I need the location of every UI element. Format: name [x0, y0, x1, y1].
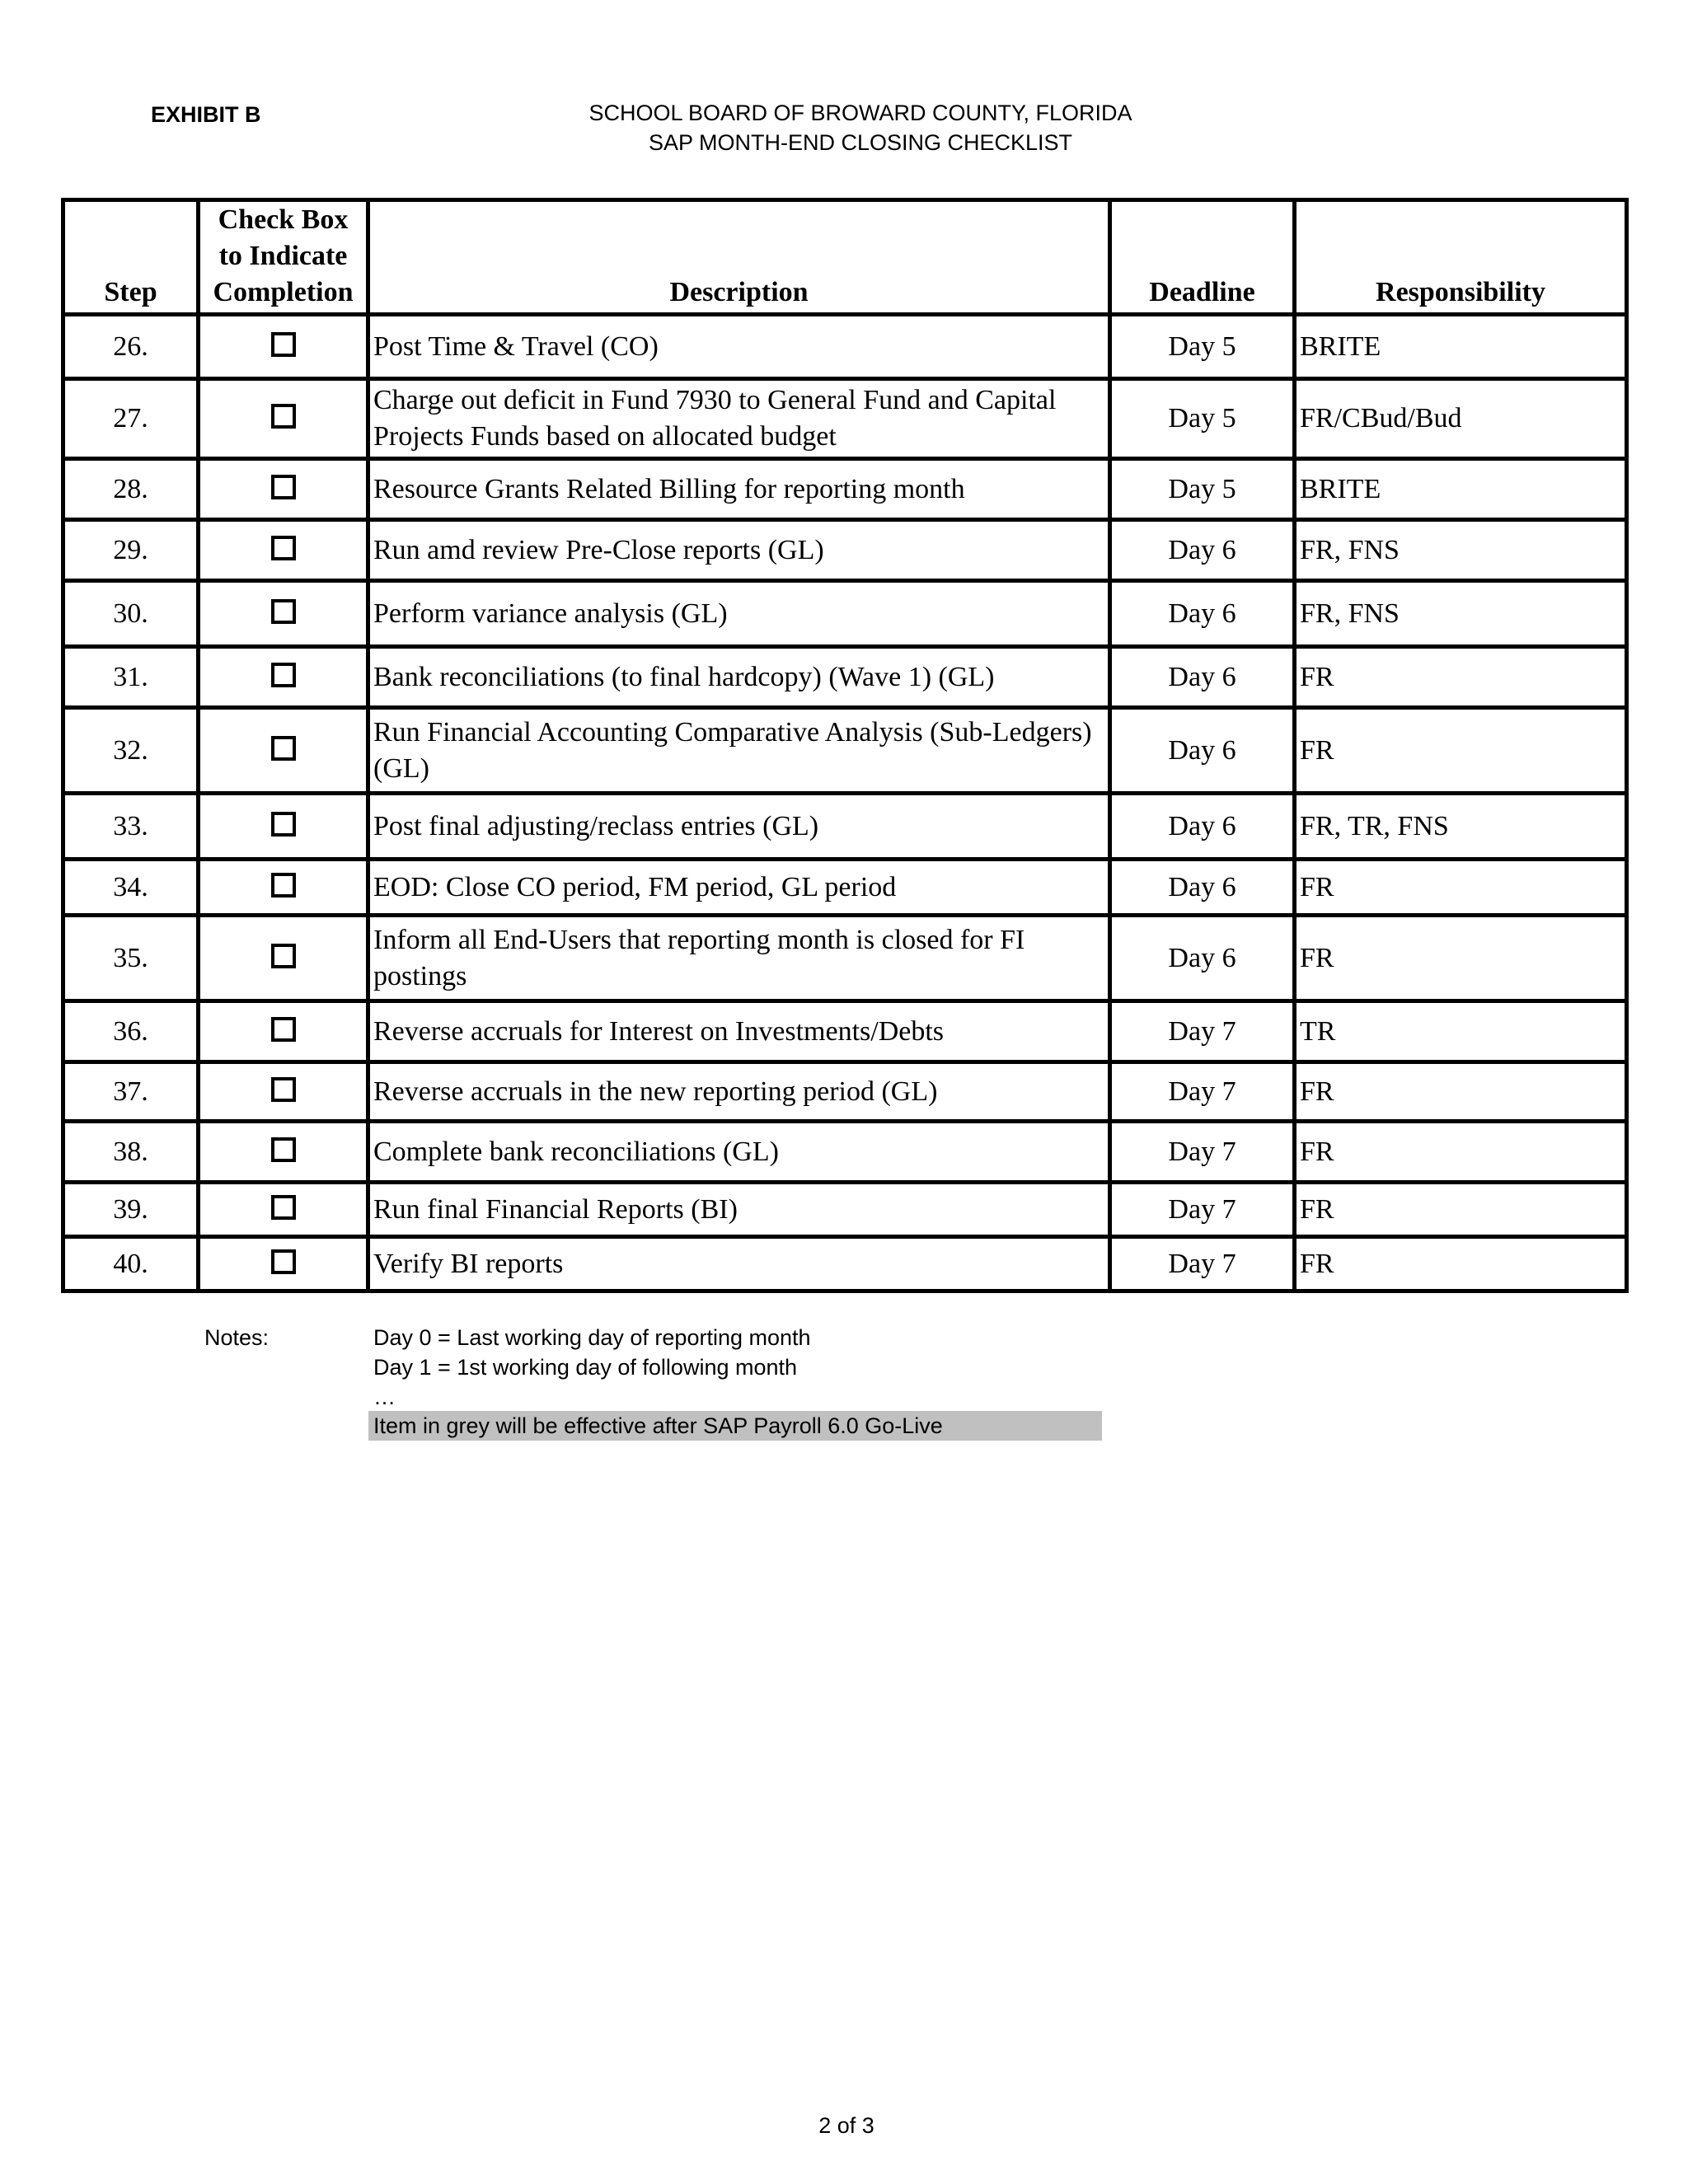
step-number: 31.: [63, 647, 199, 708]
task-responsibility: BRITE: [1295, 315, 1627, 379]
step-number: 39.: [63, 1183, 199, 1237]
step-number: 32.: [63, 708, 199, 794]
task-description: Post Time & Travel (CO): [368, 315, 1110, 379]
task-description: Run Financial Accounting Comparative Analysis (Sub-Ledgers) (GL): [368, 708, 1110, 794]
step-number: 26.: [63, 315, 199, 379]
step-number: 33.: [63, 794, 199, 860]
col-header-responsibility: Responsibility: [1295, 200, 1627, 315]
step-number: 34.: [63, 860, 199, 916]
table-row: [63, 860, 1627, 916]
col-header-check: [199, 200, 368, 315]
step-number: 30.: [63, 581, 199, 647]
completion-cell: [199, 379, 368, 459]
task-deadline: Day 5: [1110, 459, 1295, 520]
exhibit-label: EXHIBIT B: [151, 102, 261, 127]
step-number: 36.: [63, 1001, 199, 1062]
table-row: [63, 1237, 1627, 1291]
task-description: Perform variance analysis (GL): [368, 581, 1110, 647]
task-responsibility: FR, FNS: [1295, 520, 1627, 581]
step-number: 37.: [63, 1062, 199, 1122]
task-deadline: Day 7: [1110, 1183, 1295, 1237]
document-subtitle: SAP MONTH-END CLOSING CHECKLIST: [648, 130, 1073, 155]
task-responsibility: FR: [1295, 708, 1627, 794]
table-row: [63, 647, 1627, 708]
completion-cell: [199, 647, 368, 708]
table-row: [63, 708, 1627, 794]
completion-cell: [199, 1001, 368, 1062]
task-deadline: Day 7: [1110, 1237, 1295, 1291]
task-description: Verify BI reports: [368, 1237, 1110, 1291]
task-description: Reverse accruals in the new reporting period (GL): [368, 1062, 1110, 1122]
task-deadline: Day 6: [1110, 520, 1295, 581]
task-deadline: Day 6: [1110, 794, 1295, 860]
table-row: [63, 520, 1627, 581]
task-deadline: Day 5: [1110, 315, 1295, 379]
task-responsibility: FR, FNS: [1295, 581, 1627, 647]
task-deadline: Day 7: [1110, 1001, 1295, 1062]
col-header-description: Description: [368, 200, 1110, 315]
notes-label: Notes:: [204, 1325, 270, 1350]
document-title: SCHOOL BOARD OF BROWARD COUNTY, FLORIDA: [588, 101, 1132, 125]
note-grey-item: Item in grey will be effective after SAP Payroll 6.0 Go-Live: [368, 1411, 1102, 1441]
completion-checkbox[interactable]: [271, 332, 296, 357]
table-row: [63, 1062, 1627, 1122]
step-number: 29.: [63, 520, 199, 581]
task-description: Run final Financial Reports (BI): [368, 1183, 1110, 1237]
task-description: Reverse accruals for Interest on Investments/Debts: [368, 1001, 1110, 1062]
table-row: [63, 1001, 1627, 1062]
table-row: [63, 916, 1627, 1001]
completion-checkbox[interactable]: [271, 736, 296, 761]
note-line-3: …: [373, 1385, 396, 1409]
task-responsibility: FR/CBud/Bud: [1295, 379, 1627, 459]
task-description: Charge out deficit in Fund 7930 to General Fund and Capital Projects Funds based on allocated budget: [368, 379, 1110, 459]
completion-cell: [199, 860, 368, 916]
completion-cell: [199, 794, 368, 860]
task-description: EOD: Close CO period, FM period, GL period: [368, 860, 1110, 916]
completion-cell: [199, 520, 368, 581]
completion-cell: [199, 916, 368, 1001]
completion-cell: [199, 315, 368, 379]
table-row: [63, 315, 1627, 379]
task-responsibility: FR: [1295, 860, 1627, 916]
task-description: Inform all End-Users that reporting month is closed for FI postings: [368, 916, 1110, 1001]
task-responsibility: FR, TR, FNS: [1295, 794, 1627, 860]
task-description: Post final adjusting/reclass entries (GL): [368, 794, 1110, 860]
note-line-1: Day 0 = Last working day of reporting month: [373, 1325, 811, 1350]
checklist-table: [61, 198, 1629, 1293]
col-header-step: Step: [63, 200, 199, 315]
table-row: [63, 1183, 1627, 1237]
completion-checkbox[interactable]: [271, 873, 296, 898]
completion-checkbox[interactable]: [271, 1195, 296, 1220]
table-row: [63, 581, 1627, 647]
col-header-deadline: Deadline: [1110, 200, 1295, 315]
task-description: Bank reconciliations (to final hardcopy) (Wave 1) (GL): [368, 647, 1110, 708]
completion-checkbox[interactable]: [271, 1137, 296, 1162]
task-deadline: Day 6: [1110, 708, 1295, 794]
task-responsibility: FR: [1295, 1237, 1627, 1291]
header-row: [63, 200, 1627, 315]
completion-checkbox[interactable]: [271, 536, 296, 560]
completion-checkbox[interactable]: [271, 1249, 296, 1274]
completion-cell: [199, 1122, 368, 1183]
task-deadline: Day 7: [1110, 1062, 1295, 1122]
table-row: [63, 459, 1627, 520]
step-number: 35.: [63, 916, 199, 1001]
table-row: [63, 794, 1627, 860]
col-header-check-line3: Completion: [213, 277, 354, 307]
completion-cell: [199, 1237, 368, 1291]
step-number: 40.: [63, 1237, 199, 1291]
task-description: Resource Grants Related Billing for reporting month: [368, 459, 1110, 520]
completion-cell: [199, 1062, 368, 1122]
task-responsibility: FR: [1295, 1122, 1627, 1183]
task-deadline: Day 5: [1110, 379, 1295, 459]
completion-checkbox[interactable]: [271, 475, 296, 499]
completion-checkbox[interactable]: [271, 1017, 296, 1042]
completion-checkbox[interactable]: [271, 1077, 296, 1102]
col-header-check-line1: Check Box: [218, 204, 349, 235]
completion-cell: [199, 708, 368, 794]
completion-checkbox[interactable]: [271, 812, 296, 837]
task-responsibility: FR: [1295, 1062, 1627, 1122]
task-responsibility: BRITE: [1295, 459, 1627, 520]
completion-cell: [199, 1183, 368, 1237]
col-header-check-line2: to Indicate: [218, 241, 348, 271]
table-row: [63, 379, 1627, 459]
task-responsibility: FR: [1295, 1183, 1627, 1237]
note-line-2: Day 1 = 1st working day of following month: [373, 1355, 798, 1380]
table-row: [63, 1122, 1627, 1183]
task-deadline: Day 6: [1110, 647, 1295, 708]
task-deadline: Day 6: [1110, 916, 1295, 1001]
completion-cell: [199, 581, 368, 647]
page-number: 2 of 3: [818, 2113, 874, 2138]
task-deadline: Day 6: [1110, 860, 1295, 916]
task-deadline: Day 6: [1110, 581, 1295, 647]
step-number: 28.: [63, 459, 199, 520]
step-number: 38.: [63, 1122, 199, 1183]
task-description: Complete bank reconciliations (GL): [368, 1122, 1110, 1183]
completion-checkbox[interactable]: [271, 404, 296, 429]
completion-checkbox[interactable]: [271, 944, 296, 968]
task-responsibility: TR: [1295, 1001, 1627, 1062]
completion-checkbox[interactable]: [271, 599, 296, 624]
task-responsibility: FR: [1295, 916, 1627, 1001]
task-deadline: Day 7: [1110, 1122, 1295, 1183]
task-responsibility: FR: [1295, 647, 1627, 708]
step-number: 27.: [63, 379, 199, 459]
completion-cell: [199, 459, 368, 520]
task-description: Run amd review Pre-Close reports (GL): [368, 520, 1110, 581]
completion-checkbox[interactable]: [271, 663, 296, 687]
